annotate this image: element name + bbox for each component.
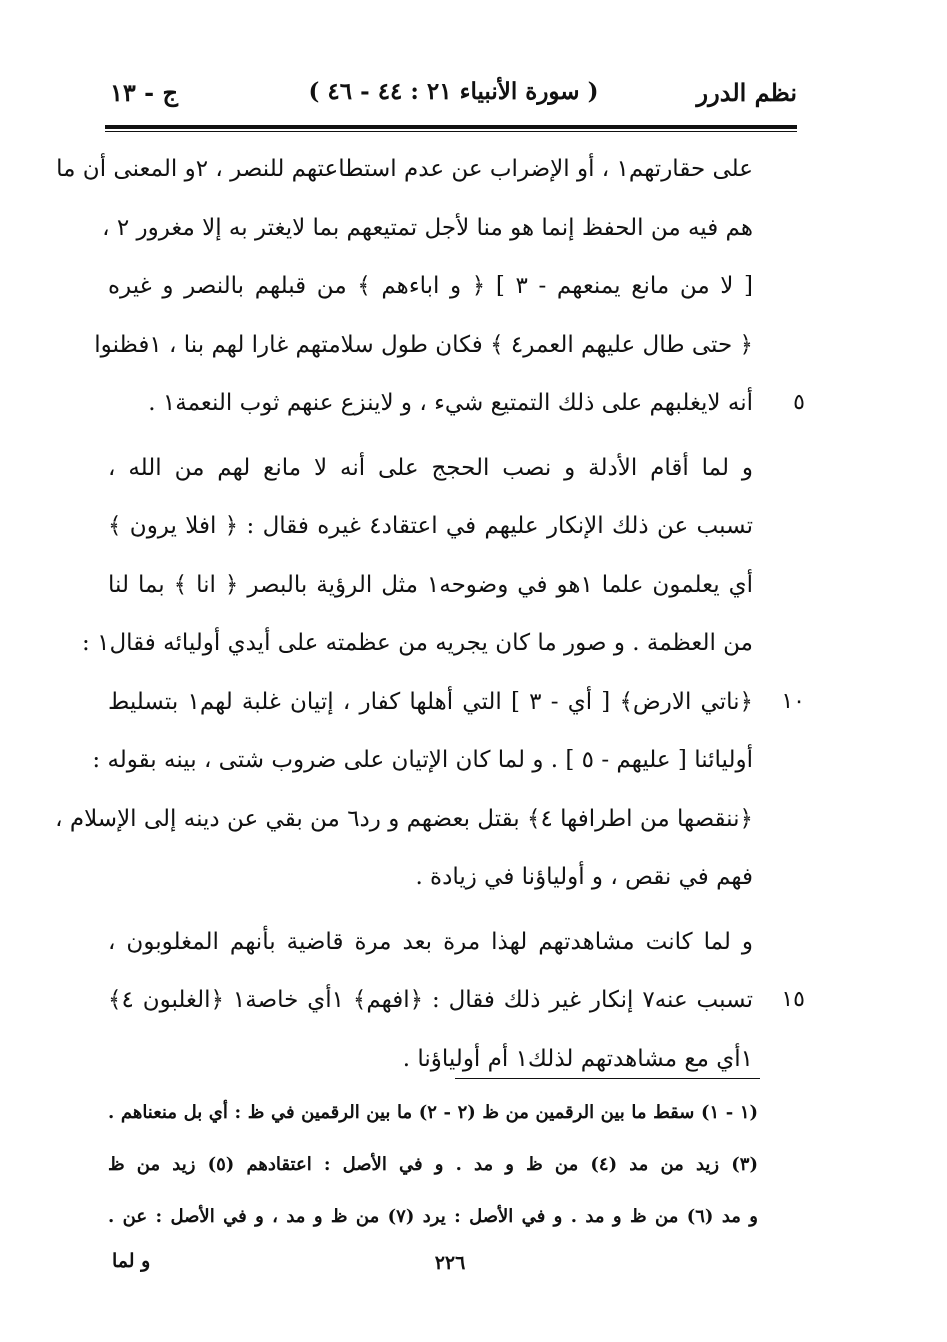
line-content: ﴿ناتي الارض﴾ [ أي - ٣ ] التي أهلها كفار ، إتيان غلبة لهم١ بتسليط [108, 688, 753, 715]
footnotes [108, 1087, 758, 1243]
text-line [102, 199, 753, 258]
line-content: [ لا من مانع يمنعهم - ٣ ] ﴿ و اباءهم ﴾ من قبلهم بالنصر و غيره [108, 273, 753, 299]
line-content: ﴿ننقصها من اطرافها ٤﴾ بقتل بعضهم و رد٦ من بقي عن دينه إلى الإسلام ، [55, 805, 753, 832]
line-content: فهم في نقص ، و أولياؤنا في زيادة . [415, 864, 753, 890]
header-rule-thick [105, 125, 797, 129]
book-title: نظم الدرر [696, 78, 797, 107]
text-line [108, 673, 805, 732]
text-line [56, 140, 753, 199]
main-text [55, 140, 805, 1088]
text-line [82, 614, 753, 673]
line-number: ٥ [793, 390, 805, 415]
line-content: من العظمة . و صور ما كان يجريه من عظمته على أيدي أوليائه فقال١ : [82, 630, 753, 656]
text-line [108, 497, 753, 556]
line-content: أنه لايغلبهم على ذلك التمتيع شيء ، و لاينزع عنهم ثوب النعمة١ . [148, 390, 753, 416]
footnote-separator [455, 1078, 760, 1079]
page-number: ٢٢٦ [434, 1252, 466, 1274]
text-line [108, 971, 805, 1030]
surah-reference: ( سورة الأنبياء ٢١ : ٤٤ - ٤٦ ) [308, 78, 599, 105]
footnote-line: (٣) زيد من مد (٤) من ظ و مد . و في الأصل : اعتقادهم (٥) زيد من ظ [108, 1154, 758, 1175]
text-line [108, 374, 805, 433]
text-line [108, 257, 753, 316]
text-line [108, 1030, 753, 1089]
footnote-line: و مد (٦) من ظ و مد . و في الأصل : يرد (٧) من ظ و مد ، و في الأصل : عن . [108, 1206, 758, 1227]
text-line [55, 790, 753, 849]
volume-number: ج - ١٣ [110, 78, 178, 107]
footnote-line: (١ - ١) سقط ما بين الرقمين من ظ (٢ - ٢) ما بين الرقمين في ظ : أي بل منعناهم . [108, 1102, 759, 1123]
running-header [110, 78, 797, 118]
line-number: ١٠ [781, 688, 805, 714]
line-content: تسبب عن ذلك الإنكار عليهم في اعتقاد٤ غيره فقال : ﴿ افلا يرون ﴾ [108, 513, 753, 539]
text-line [108, 913, 753, 972]
text-line [108, 848, 753, 907]
header-rule-thin [105, 131, 797, 132]
line-content: و لما كانت مشاهدتهم لهذا مرة بعد مرة قاضية بأنهم المغلوبون ، [108, 928, 753, 955]
text-line [94, 316, 753, 375]
text-line [92, 731, 753, 790]
catchword: و لما [112, 1250, 151, 1272]
text-line [108, 556, 753, 615]
line-content: أي يعلمون علما ١هو في وضوحه١ مثل الرؤية بالبصر ﴿ انا ﴾ بما لنا [108, 571, 753, 598]
line-number: ١٥ [781, 987, 805, 1012]
line-content: على حقارتهم١ ، أو الإضراب عن عدم استطاعتهم للنصر ، ٢و المعنى أن ما [56, 156, 753, 182]
line-content: ﴿ حتى طال عليهم العمر٤ ﴾ فكان طول سلامتهم غارا لهم بنا ، ١فظنوا [94, 331, 753, 358]
line-content: ١أي مع مشاهدتهم لذلك١ أم أولياؤنا . [402, 1045, 753, 1072]
line-content: هم فيه من الحفظ إنما هو منا لأجل تمتيعهم بما لايغتر به إلا مغرور ٢ ، [102, 214, 753, 241]
line-content: أوليائنا [ عليهم - ٥ ] . و لما كان الإتيان على ضروب شتى ، بينه بقوله : [92, 747, 753, 773]
line-content: و لما أقام الأدلة و نصب الحجج على أنه لا مانع لهم من الله ، [108, 454, 753, 481]
line-content: تسبب عنه٧ إنكار غير ذلك فقال : ﴿افهم﴾ ١أي خاصة١ ﴿الغلبون ٤﴾ [108, 987, 753, 1013]
text-line [108, 439, 753, 498]
